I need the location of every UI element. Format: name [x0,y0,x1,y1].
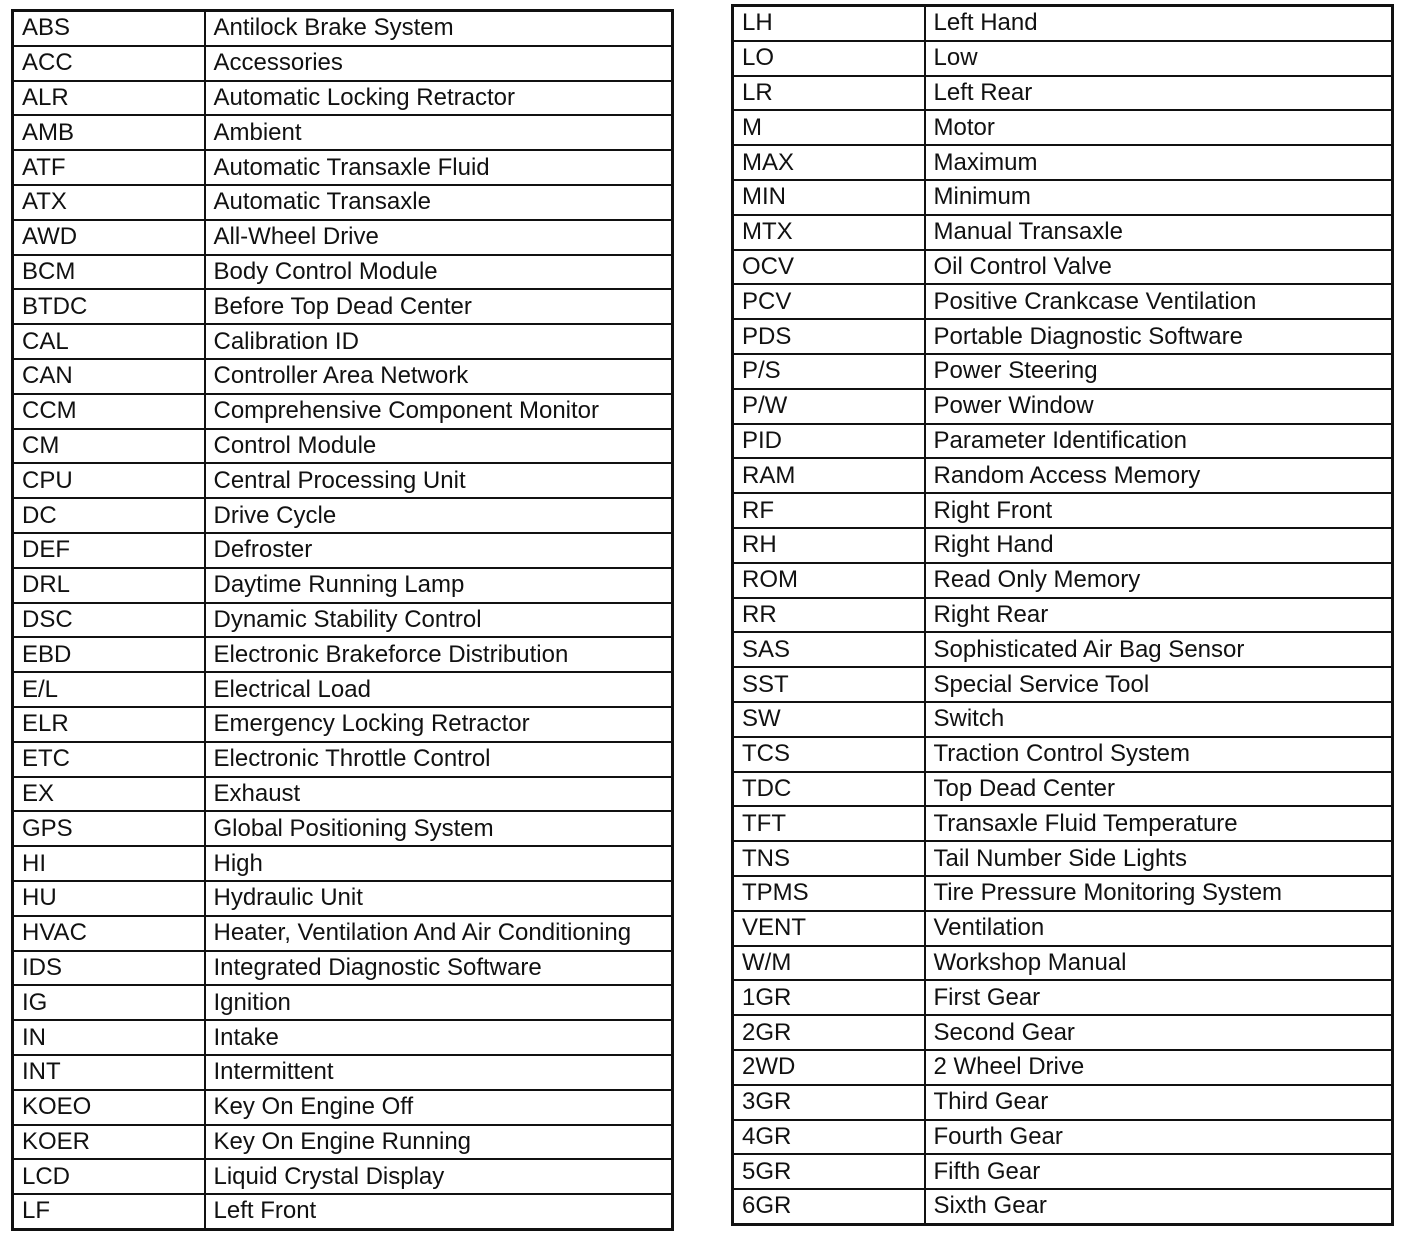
table-row [13,1194,673,1229]
abbreviation-cell: AWD [13,220,205,255]
meaning-cell: Exhaust [205,777,673,812]
abbreviation-cell: ATF [13,150,205,185]
meaning-cell: Manual Transaxle [925,215,1393,250]
abbreviation-cell: LF [13,1194,205,1229]
table-row [13,568,673,603]
meaning-cell: Ambient [205,115,673,150]
abbreviation-table-left [11,9,674,1231]
table-row [13,185,673,220]
table-row [733,389,1393,424]
abbreviation-cell: HI [13,846,205,881]
table-row [13,255,673,290]
abbreviation-cell: AMB [13,115,205,150]
table-row [13,985,673,1020]
table-row [13,394,673,429]
abbreviation-cell: INT [13,1055,205,1090]
abbreviation-cell: HU [13,881,205,916]
meaning-cell: Before Top Dead Center [205,289,673,324]
abbreviation-cell: RF [733,493,925,528]
table-row [13,533,673,568]
meaning-cell: Transaxle Fluid Temperature [925,806,1393,841]
meaning-cell: Switch [925,702,1393,737]
meaning-cell: Ignition [205,985,673,1020]
meaning-cell: Fifth Gear [925,1154,1393,1189]
meaning-cell: Automatic Transaxle Fluid [205,150,673,185]
abbreviation-cell: ETC [13,742,205,777]
table-row [733,702,1393,737]
abbreviation-cell: DRL [13,568,205,603]
abbreviation-cell: CAL [13,324,205,359]
table-row [733,946,1393,981]
table-row [733,1050,1393,1085]
table-row [13,603,673,638]
table-row [733,250,1393,285]
meaning-cell: Key On Engine Off [205,1090,673,1125]
table-row [733,6,1393,41]
abbreviation-cell: PDS [733,319,925,354]
meaning-cell: High [205,846,673,881]
abbreviation-cell: BTDC [13,289,205,324]
meaning-cell: Accessories [205,46,673,81]
abbreviation-cell: MTX [733,215,925,250]
meaning-cell: Key On Engine Running [205,1125,673,1160]
abbreviation-cell: MAX [733,145,925,180]
meaning-cell: Fourth Gear [925,1120,1393,1155]
table-row [733,41,1393,76]
table-row [13,46,673,81]
table-row [13,1090,673,1125]
meaning-cell: Low [925,41,1393,76]
table-row [13,777,673,812]
abbreviation-cell: SST [733,667,925,702]
table-row [733,772,1393,807]
abbreviation-cell: TCS [733,737,925,772]
table-row [733,876,1393,911]
table-row [733,110,1393,145]
abbreviation-table-left-body [13,11,673,1230]
table-row [13,1159,673,1194]
abbreviation-cell: EBD [13,637,205,672]
meaning-cell: Controller Area Network [205,359,673,394]
table-row [733,180,1393,215]
meaning-cell: Intermittent [205,1055,673,1090]
abbreviation-cell: ABS [13,11,205,46]
abbreviation-cell: 6GR [733,1189,925,1224]
table-row [733,284,1393,319]
meaning-cell: Hydraulic Unit [205,881,673,916]
abbreviation-cell: OCV [733,250,925,285]
abbreviation-cell: KOEO [13,1090,205,1125]
abbreviation-cell: RR [733,598,925,633]
abbreviation-cell: CCM [13,394,205,429]
abbreviation-cell: 4GR [733,1120,925,1155]
meaning-cell: Third Gear [925,1085,1393,1120]
meaning-cell: Maximum [925,145,1393,180]
meaning-cell: Top Dead Center [925,772,1393,807]
table-row [733,911,1393,946]
table-row [13,429,673,464]
abbreviation-cell: DSC [13,603,205,638]
meaning-cell: Right Hand [925,528,1393,563]
meaning-cell: Ventilation [925,911,1393,946]
abbreviation-cell: HVAC [13,916,205,951]
meaning-cell: Defroster [205,533,673,568]
meaning-cell: Special Service Tool [925,667,1393,702]
abbreviation-cell: ACC [13,46,205,81]
abbreviation-table-right [731,4,1394,1226]
meaning-cell: Sophisticated Air Bag Sensor [925,632,1393,667]
meaning-cell: Liquid Crystal Display [205,1159,673,1194]
meaning-cell: Left Front [205,1194,673,1229]
table-row [733,76,1393,111]
abbreviation-cell: 2WD [733,1050,925,1085]
meaning-cell: Power Steering [925,354,1393,389]
table-row [733,667,1393,702]
meaning-cell: Left Rear [925,76,1393,111]
meaning-cell: Second Gear [925,1015,1393,1050]
meaning-cell: Right Rear [925,598,1393,633]
abbreviation-cell: SAS [733,632,925,667]
meaning-cell: Antilock Brake System [205,11,673,46]
table-row [13,463,673,498]
table-row [13,498,673,533]
table-row [733,458,1393,493]
meaning-cell: Tire Pressure Monitoring System [925,876,1393,911]
meaning-cell: Body Control Module [205,255,673,290]
abbreviation-cell: IG [13,985,205,1020]
table-row [13,916,673,951]
abbreviation-cell: LCD [13,1159,205,1194]
abbreviation-cell: LR [733,76,925,111]
abbreviation-cell: TDC [733,772,925,807]
abbreviation-cell: DEF [13,533,205,568]
abbreviation-cell: EX [13,777,205,812]
meaning-cell: Motor [925,110,1393,145]
meaning-cell: Automatic Locking Retractor [205,81,673,116]
abbreviation-cell: CM [13,429,205,464]
abbreviation-cell: RAM [733,458,925,493]
table-row [733,319,1393,354]
abbreviation-cell: ATX [13,185,205,220]
abbreviation-cell: SW [733,702,925,737]
meaning-cell: Central Processing Unit [205,463,673,498]
table-row [13,11,673,46]
meaning-cell: Sixth Gear [925,1189,1393,1224]
table-row [13,1020,673,1055]
table-row [13,359,673,394]
abbreviation-cell: E/L [13,672,205,707]
meaning-cell: Heater, Ventilation And Air Conditioning [205,916,673,951]
abbreviation-cell: CAN [13,359,205,394]
meaning-cell: Workshop Manual [925,946,1393,981]
meaning-cell: Electronic Brakeforce Distribution [205,637,673,672]
table-row [733,1189,1393,1224]
table-row [13,220,673,255]
meaning-cell: Left Hand [925,6,1393,41]
table-row [733,215,1393,250]
table-row [733,354,1393,389]
table-row [13,881,673,916]
table-row [13,811,673,846]
table-row [733,841,1393,876]
abbreviation-cell: ELR [13,707,205,742]
abbreviation-cell: P/W [733,389,925,424]
abbreviation-cell: TFT [733,806,925,841]
meaning-cell: Minimum [925,180,1393,215]
table-row [13,1125,673,1160]
table-row [733,1085,1393,1120]
meaning-cell: Tail Number Side Lights [925,841,1393,876]
abbreviation-cell: KOER [13,1125,205,1160]
table-row [733,563,1393,598]
table-row [733,528,1393,563]
table-row [13,1055,673,1090]
meaning-cell: Electronic Throttle Control [205,742,673,777]
table-row [13,81,673,116]
meaning-cell: Dynamic Stability Control [205,603,673,638]
table-row [13,951,673,986]
abbreviation-cell: ALR [13,81,205,116]
table-row [13,672,673,707]
abbreviation-cell: LO [733,41,925,76]
meaning-cell: Oil Control Valve [925,250,1393,285]
abbreviation-cell: IN [13,1020,205,1055]
table-row [733,1120,1393,1155]
abbreviation-cell: TNS [733,841,925,876]
meaning-cell: Drive Cycle [205,498,673,533]
meaning-cell: Daytime Running Lamp [205,568,673,603]
abbreviation-cell: PCV [733,284,925,319]
table-row [733,145,1393,180]
meaning-cell: Intake [205,1020,673,1055]
meaning-cell: Right Front [925,493,1393,528]
table-row [13,150,673,185]
table-row [13,115,673,150]
abbreviation-cell: IDS [13,951,205,986]
table-row [13,846,673,881]
abbreviation-cell: VENT [733,911,925,946]
abbreviation-cell: LH [733,6,925,41]
meaning-cell: Comprehensive Component Monitor [205,394,673,429]
abbreviation-cell: 3GR [733,1085,925,1120]
abbreviation-cell: RH [733,528,925,563]
table-row [733,1015,1393,1050]
meaning-cell: 2 Wheel Drive [925,1050,1393,1085]
meaning-cell: Integrated Diagnostic Software [205,951,673,986]
meaning-cell: Parameter Identification [925,424,1393,459]
meaning-cell: Portable Diagnostic Software [925,319,1393,354]
abbreviation-cell: ROM [733,563,925,598]
abbreviation-cell: GPS [13,811,205,846]
table-row [733,980,1393,1015]
table-row [13,707,673,742]
table-row [733,424,1393,459]
table-row [733,806,1393,841]
abbreviation-cell: 1GR [733,980,925,1015]
table-row [733,1154,1393,1189]
meaning-cell: Automatic Transaxle [205,185,673,220]
abbreviation-cell: W/M [733,946,925,981]
abbreviation-table-right-body [733,6,1393,1225]
abbreviation-cell: CPU [13,463,205,498]
meaning-cell: Positive Crankcase Ventilation [925,284,1393,319]
abbreviation-cell: 5GR [733,1154,925,1189]
abbreviation-cell: MIN [733,180,925,215]
abbreviation-cell: M [733,110,925,145]
meaning-cell: Global Positioning System [205,811,673,846]
meaning-cell: Random Access Memory [925,458,1393,493]
table-row [733,737,1393,772]
abbreviation-cell: BCM [13,255,205,290]
table-row [13,289,673,324]
table-row [13,324,673,359]
meaning-cell: Electrical Load [205,672,673,707]
meaning-cell: Traction Control System [925,737,1393,772]
abbreviation-cell: P/S [733,354,925,389]
meaning-cell: Calibration ID [205,324,673,359]
meaning-cell: Control Module [205,429,673,464]
abbreviation-cell: DC [13,498,205,533]
meaning-cell: Emergency Locking Retractor [205,707,673,742]
meaning-cell: All-Wheel Drive [205,220,673,255]
meaning-cell: Power Window [925,389,1393,424]
table-row [733,493,1393,528]
abbreviation-cell: TPMS [733,876,925,911]
meaning-cell: Read Only Memory [925,563,1393,598]
table-row [733,632,1393,667]
table-row [733,598,1393,633]
table-row [13,637,673,672]
abbreviation-cell: PID [733,424,925,459]
table-row [13,742,673,777]
abbreviation-cell: 2GR [733,1015,925,1050]
meaning-cell: First Gear [925,980,1393,1015]
